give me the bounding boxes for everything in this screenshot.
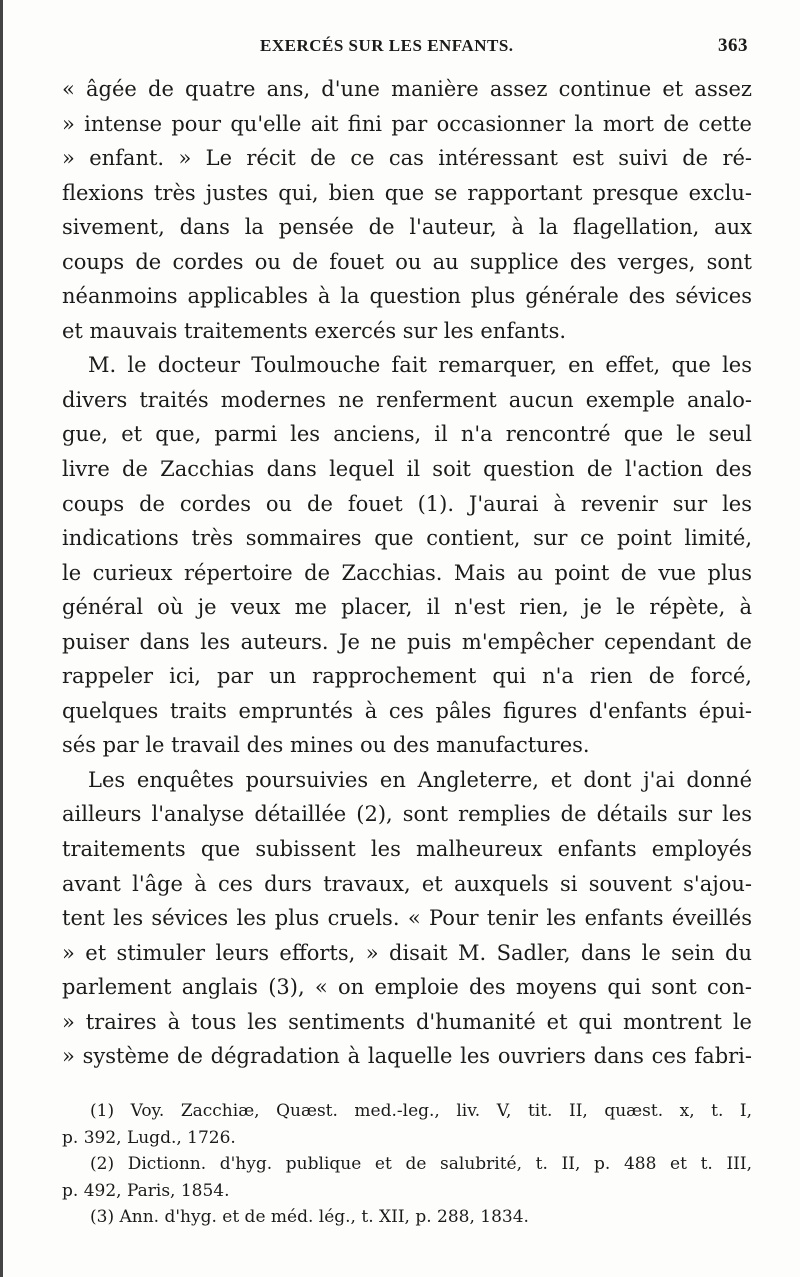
text-line: parlement anglais (3), « on emploie des moyens qui sont con- (62, 975, 752, 1000)
text-line: tent les sévices les plus cruels. « Pour tenir les enfants éveillés (62, 906, 752, 931)
text-line: rappeler ici, par un rapprochement qui n'a rien de forcé, (62, 664, 752, 689)
text-line: » intense pour qu'elle ait fini par occasionner la mort de cette (62, 111, 752, 136)
text-line: et mauvais traitements exercés sur les enfants. (62, 318, 567, 343)
footnote-line: p. 392, Lugd., 1726. (62, 1127, 236, 1148)
page-header (62, 36, 752, 60)
text-line: » traires à tous les sentiments d'humanité et qui montrent le (62, 1009, 752, 1034)
text-line: sés par le travail des mines ou des manufactures. (62, 733, 590, 758)
text-line: » enfant. » Le récit de ce cas intéressant est suivi de ré- (62, 146, 752, 171)
text-line: coups de cordes ou de fouet (1). J'aurai à revenir sur les (62, 491, 752, 516)
text-line: quelques traits empruntés à ces pâles figures d'enfants épui- (62, 698, 752, 723)
text-line: coups de cordes ou de fouet ou au supplice des verges, sont (62, 249, 752, 274)
text-line: « âgée de quatre ans, d'une manière assez continue et assez (62, 77, 752, 101)
text-line: M. le docteur Toulmouche fait remarquer, en effet, que les (88, 353, 752, 378)
footnote-line: (1) Voy. Zacchiæ, Quæst. med.-leg., liv. V, tit. II, quæst. x, t. I, (90, 1101, 752, 1121)
footnote-line: (3) Ann. d'hyg. et de méd. lég., t. XII, p. 288, 1834. (90, 1207, 529, 1227)
page-edge-rule (0, 0, 3, 1277)
text-line: puiser dans les auteurs. Je ne puis m'empêcher cependant de (62, 629, 752, 654)
text-line: traitements que subissent les malheureux enfants employés (62, 837, 752, 862)
footnote-line: (2) Dictionn. d'hyg. publique et de salubrité, t. II, p. 488 et t. III, (90, 1154, 752, 1174)
text-line: général où je veux me placer, il n'est rien, je le répète, à (62, 595, 752, 620)
text-line: Les enquêtes poursuivies en Angleterre, et dont j'ai donné (88, 767, 752, 792)
text-line: ailleurs l'analyse détaillée (2), sont remplies de détails sur les (62, 802, 752, 827)
text-line: » et stimuler leurs efforts, » disait M. Sadler, dans le sein du (62, 940, 752, 965)
text-line: le curieux répertoire de Zacchias. Mais au point de vue plus (62, 560, 752, 585)
body-text (62, 72, 752, 1074)
page-number: 363 (718, 35, 748, 56)
text-line: sivement, dans la pensée de l'auteur, à la flagellation, aux (62, 215, 752, 240)
footnote-line: p. 492, Paris, 1854. (62, 1180, 230, 1201)
text-line: néanmoins applicables à la question plus générale des sévices (62, 284, 752, 309)
text-line: livre de Zacchias dans lequel il soit question de l'action des (62, 457, 752, 482)
text-line: divers traités modernes ne renferment aucun exemple analo- (62, 387, 752, 412)
text-line: flexions très justes qui, bien que se rapportant presque exclu- (62, 180, 752, 205)
text-line: gue, et que, parmi les anciens, il n'a rencontré que le seul (62, 422, 752, 447)
footnotes (62, 1098, 752, 1231)
text-line: » système de dégradation à laquelle les ouvriers dans ces fabri- (62, 1044, 752, 1069)
running-title: EXERCÉS SUR LES ENFANTS. (260, 36, 514, 55)
text-line: indications très sommaires que contient, sur ce point limité, (62, 526, 752, 551)
text-line: avant l'âge à ces durs travaux, et auxquels si souvent s'ajou- (62, 871, 752, 896)
